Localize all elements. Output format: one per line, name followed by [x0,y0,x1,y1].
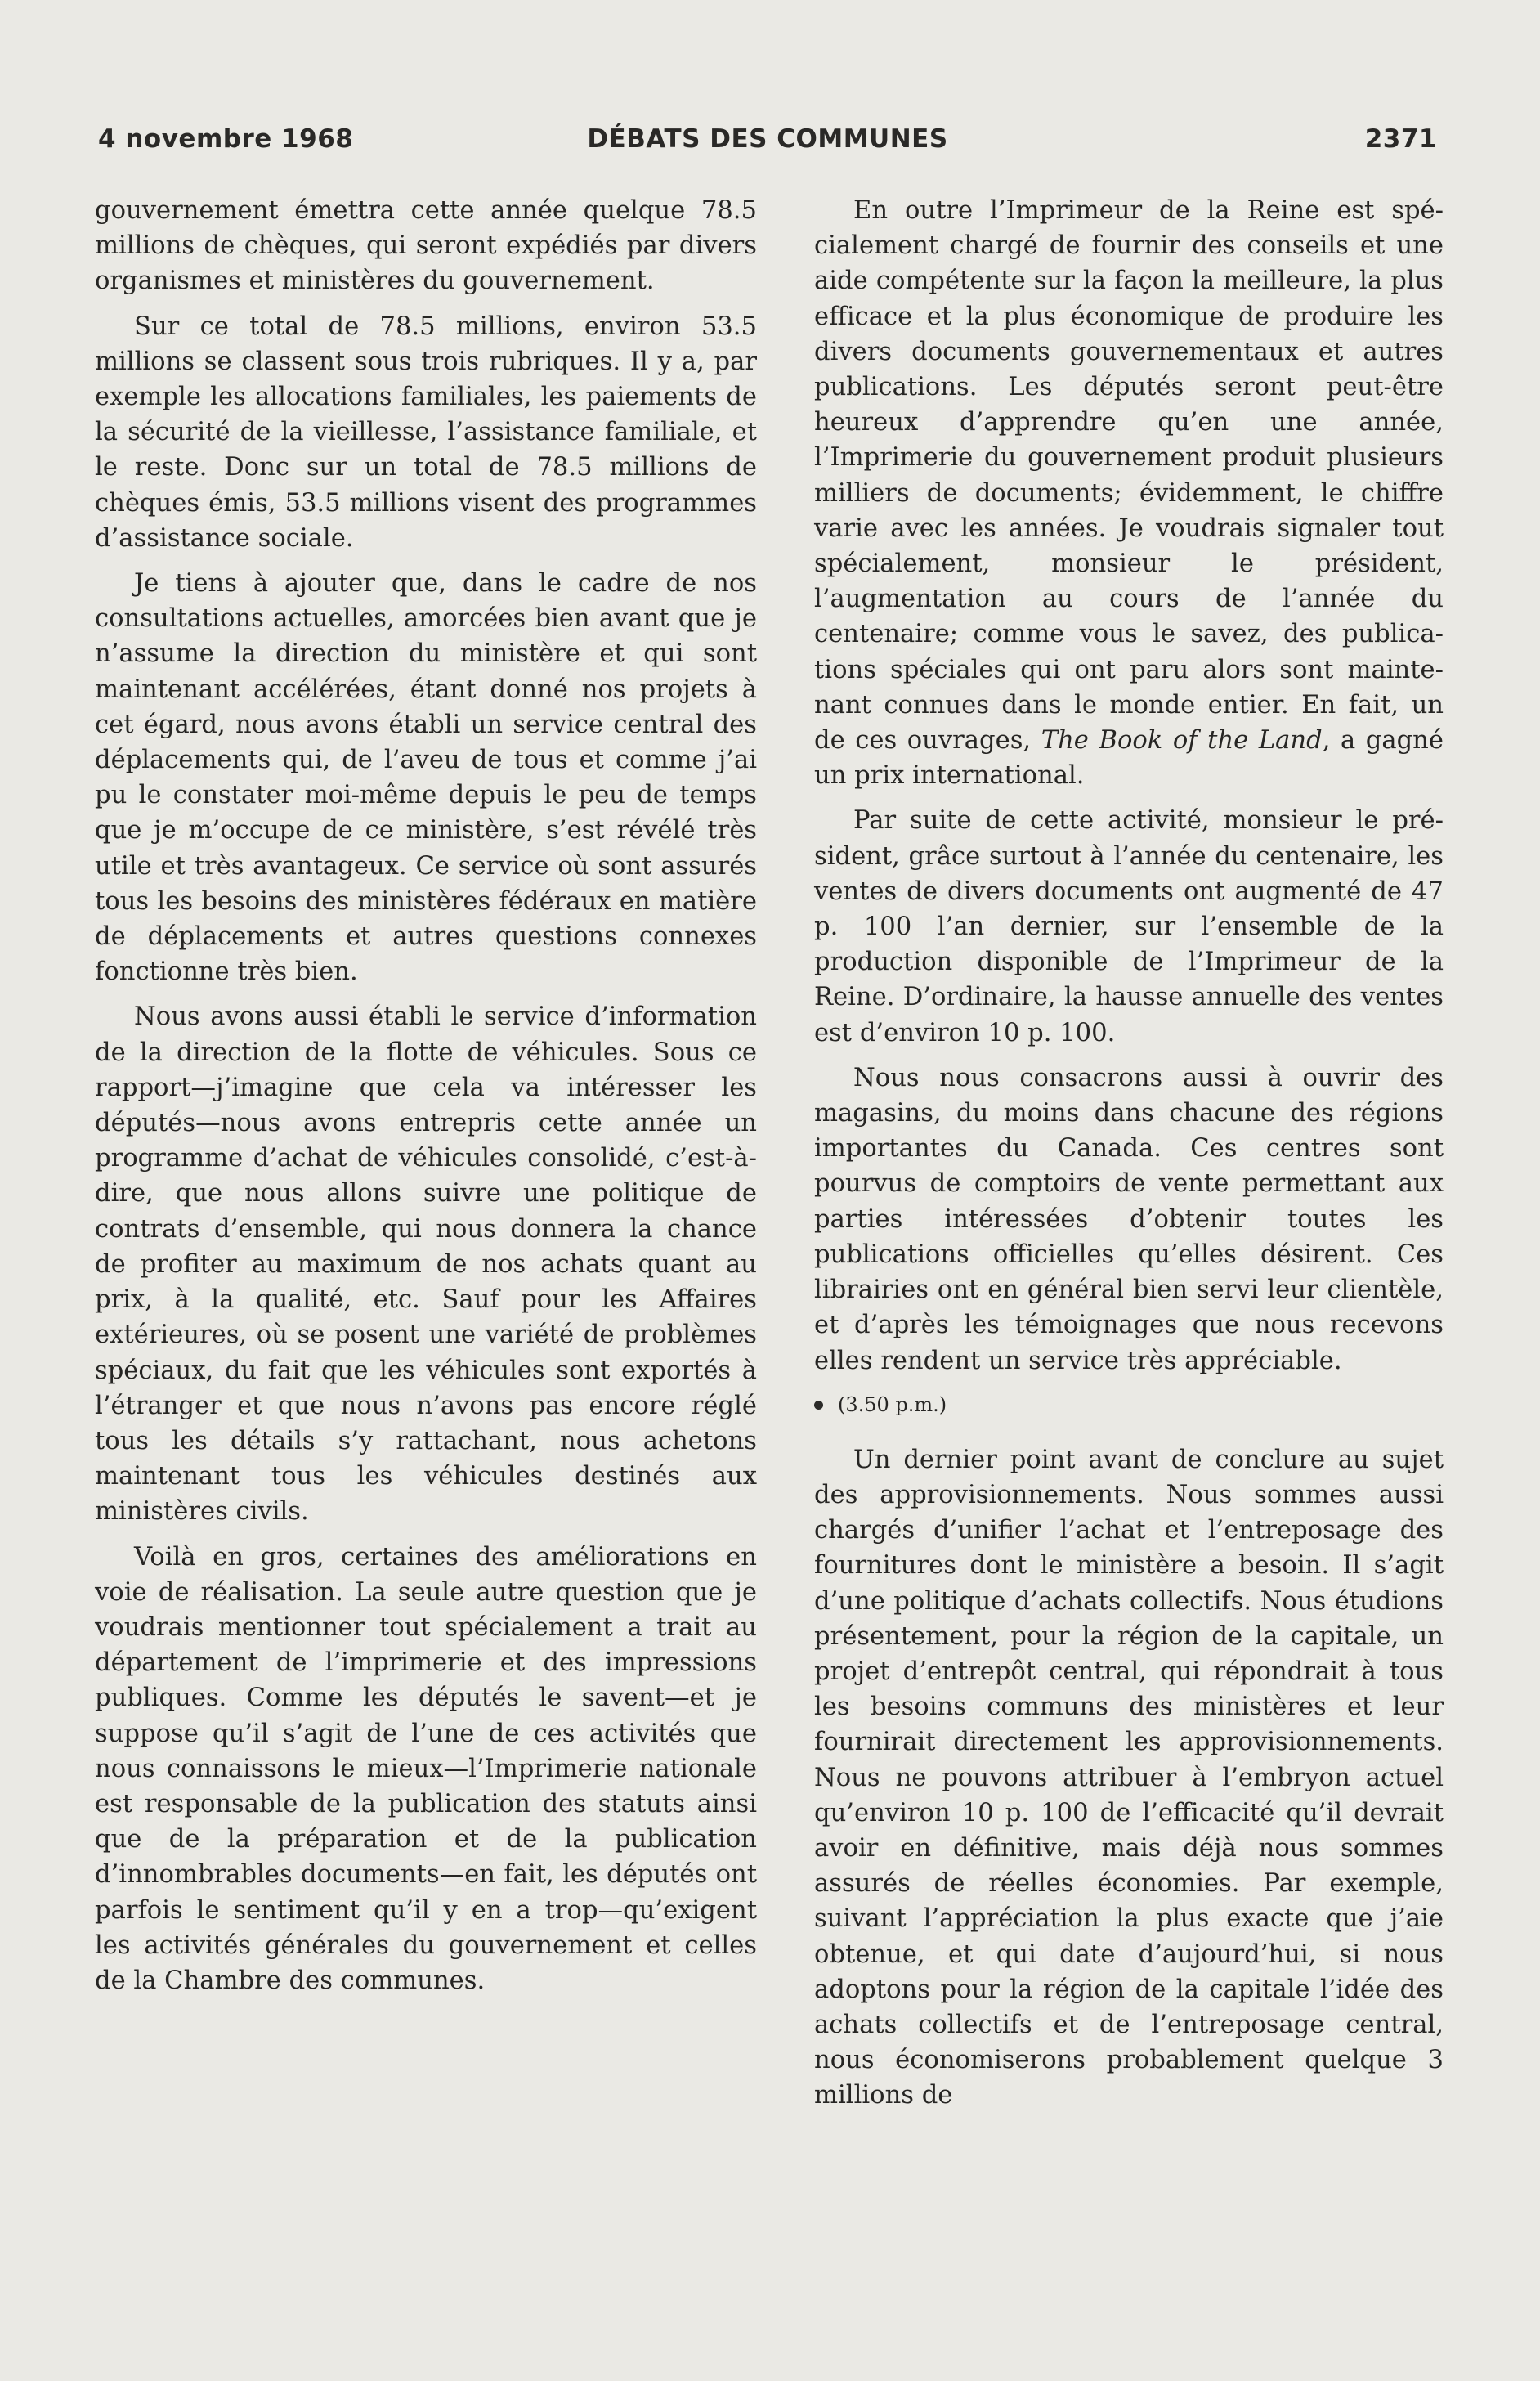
paragraph: Nous nous consacrons aussi à ouvrir des magasins, du moins dans chacune des régions importantes du Canada. Ces centres sont pourvus de comptoirs de vente permettant aux parties intéressées d’obtenir toutes les publications officielles qu’elles désirent. Ces librairies ont en général bien servi leur clientèle, et d’après les témoignages que nous recevons elles rendent un service très appréciable. [814,1063,1444,1375]
paragraph: Sur ce total de 78.5 millions, environ 53.5 millions se classent sous trois rubriques. Il y a, par exemple les allocations familiales, les paiements de la sécurité de la vieillesse, l’assistance familiale, et le reste. Donc sur un total de 78.5 millions de chèques émis, 53.5 millions visent des programmes d’assistance sociale. [95,312,757,553]
paragraph: Un dernier point avant de conclure au sujet des approvisionnements. Nous sommes aussi chargés d’unifier l’achat et l’entreposage des fournitures dont le ministère a besoin. Il s’agit d’une politique d’achats collectifs. Nous étudions présentement, pour la région de la capitale, un projet d’entrepôt central, qui répondrait à tous les besoins communs des ministères et leur fournirait directement les approvisionnements. Nous ne pouvons attribuer à l’embryon actuel qu’environ 10 p. 100 de l’efficacité qu’il devrait avoir en définitive, mais déjà nous sommes assurés de réelles économies. Par exemple, suivant l’appréciation la plus exacte que j’aie obtenue, et qui date d’aujourd’hui, si nous adoptons pour la région de la capitale l’idée des achats collectifs et de l’entreposage central, nous économiserons probablement quelque 3 millions de [814,1445,1444,2110]
paragraph-text: En outre l’Imprimeur de la Reine est spécialement chargé de fournir des conseils et une aide compétente sur la façon la meilleure, la plus efficace et la plus économique de produire les divers documents gouvernementaux et autres publications. Les députés seront peut-être heureux d’apprendre qu’en une année, l’Imprimerie du gouvernement produit plusieurs milliers de documents; évidemment, le chiffre varie avec les années. Je voudrais signaler tout spécialement, monsieur le président, l’augmentation au cours de l’année du centenaire; comme vous le savez, des publications spéciales qui ont paru alors sont maintenant connues dans le monde entier. En fait, un de ces ouvrages, [814,196,1444,756]
header-title: DÉBATS DES COMMUNES [587,124,948,154]
time-marker [814,1388,1444,1421]
time-marker-text: (3.50 p.m.) [838,1392,947,1416]
page-header [98,124,1437,165]
header-date: 4 novembre 1968 [98,124,354,154]
paragraph: gouvernement émettra cette année quelque 78.5 millions de chèques, qui seront expédiés par divers organismes et ministères du gouvernement. [95,196,757,296]
left-column [95,193,757,1998]
paragraph: Nous avons aussi établi le service d’information de la direction de la flotte de véhicules. Sous ce rapport—j’imagine que cela va intéresser les députés—nous avons entrepris cette année un programme d’achat de véhicules consolidé, c’est-à-dire, que nous allons suivre une politique de contrats d’ensemble, qui nous donnera la chance de profiter au maximum de nos achats quant au prix, à la qualité, etc. Sauf pour les Affaires extérieures, où se posent une variété de problèmes spéciaux, du fait que les véhicules sont exportés à l’étranger et que nous n’avons pas encore réglé tous les détails s’y rattachant, nous achetons maintenant tous les véhicules destinés aux ministères civils. [95,1002,757,1527]
paragraph: Par suite de cette activité, monsieur le président, grâce surtout à l’année du centenaire, les ventes de divers documents ont augmenté de 47 p. 100 l’an dernier, sur l’ensemble de la production disponible de l’Imprimeur de la Reine. D’ordinaire, la hausse annuelle des ventes est d’environ 10 p. 100. [814,806,1444,1047]
header-page-number: 2371 [1364,124,1437,154]
paragraph-text: , a gagné un prix international. [814,726,1444,791]
paragraph [814,193,1444,793]
paragraph: Voilà en gros, certaines des améliorations en voie de réalisation. La seule autre question que je voudrais mentionner tout spécialement a trait au département de l’imprimerie et des impressions publiques. Comme les députés le savent—et je suppose qu’il s’agit de l’une de ces activités que nous connaissons le mieux—l’Imprimerie nationale est responsable de la publication des statuts ainsi que de la préparation et de la publication d’innombrables documents—en fait, les députés ont parfois le sentiment qu’il y en a trop—qu’exigent les activités générales du gouvernement et celles de la Chambre des communes. [95,1542,757,1995]
bullet-icon [814,1401,823,1410]
book-title: The Book of the Land [1041,726,1323,756]
right-column [814,193,1444,2114]
paragraph: Je tiens à ajouter que, dans le cadre de nos consultations actuelles, amorcées bien avant que je n’assume la direction du ministère et qui sont maintenant accélérées, étant donné nos projets à cet égard, nous avons établi un service central des déplacements qui, de l’aveu de tous et comme j’ai pu le constater moi-même depuis le peu de temps que je m’occupe de ce ministère, s’est révélé très utile et très avantageux. Ce service où sont assurés tous les besoins des ministères fédéraux en matière de déplacements et autres questions connexes fonctionne très bien. [95,569,757,987]
